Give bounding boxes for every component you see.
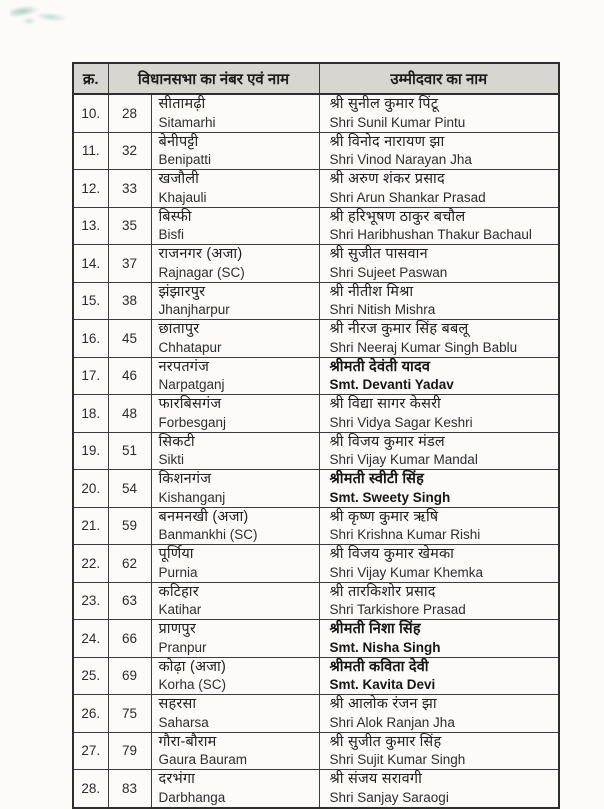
constituency-name-cell (151, 582, 319, 620)
constituency-number-cell: 45 (108, 320, 151, 358)
candidate-name-hindi: श्री विद्या सागर केसरी (329, 396, 441, 412)
constituency-number-cell: 48 (108, 395, 151, 433)
candidate-name-hindi: श्री सुजीत कुमार सिंह (329, 733, 442, 750)
table-row (73, 470, 559, 508)
candidate-name-english: Shri Alok Ranjan Jha (329, 714, 455, 730)
table-row (73, 507, 559, 545)
constituency-name-english: Benipatti (158, 152, 212, 167)
serial-cell: 26. (73, 695, 108, 733)
candidate-name-hindi: श्रीमती निशा सिंह (329, 621, 421, 637)
constituency-name-hindi: दरभंगा (158, 771, 196, 787)
constituency-name-hindi: बनमनखी (अजा) (158, 508, 249, 525)
candidate-name-hindi: श्री अरुण शंकर प्रसाद (329, 171, 445, 187)
candidate-name-cell (319, 282, 559, 320)
candidate-name-english: Shri Sunil Kumar Pintu (329, 114, 466, 130)
constituency-name-hindi: सहरसा (158, 696, 197, 712)
constituency-name-cell (151, 507, 319, 545)
candidate-name-cell (319, 582, 559, 620)
table-row (73, 207, 559, 245)
constituency-name-cell (151, 545, 319, 583)
constituency-name-english: Katihar (158, 602, 202, 617)
table-row (73, 170, 559, 208)
constituency-number-cell: 33 (108, 170, 151, 208)
header-serial: क्र. (73, 63, 108, 94)
table-row (73, 357, 559, 395)
table-row (73, 245, 559, 283)
candidate-name-hindi: श्रीमती देवंती यादव (329, 358, 431, 375)
candidate-name-cell (319, 170, 559, 208)
constituency-name-hindi: बेनीपट्टी (158, 133, 199, 150)
constituency-name-cell (151, 170, 319, 208)
constituency-name-english: Forbesganj (158, 414, 227, 430)
serial-cell: 22. (73, 545, 108, 583)
constituency-name-hindi: फारबिसगंज (158, 396, 222, 412)
candidate-name-english: Shri Sanjay Saraogi (329, 789, 449, 805)
candidate-name-hindi: श्री संजय सरावगी (329, 771, 423, 787)
constituency-name-cell (151, 132, 319, 170)
header-candidate: उम्मीदवार का नाम (319, 63, 559, 94)
serial-cell: 10. (73, 94, 108, 132)
serial-cell: 13. (73, 207, 108, 245)
constituency-name-hindi: प्राणपुर (158, 621, 196, 637)
table-row (73, 132, 559, 170)
candidate-name-cell (319, 432, 559, 470)
candidate-name-english: Shri Arun Shankar Prasad (329, 189, 486, 205)
table-row (73, 94, 559, 132)
constituency-name-cell (151, 282, 319, 320)
constituency-number-cell: 28 (108, 94, 151, 132)
table-row (73, 282, 559, 320)
table-row (73, 620, 559, 658)
candidate-name-hindi: श्री सुजीत पासवान (329, 246, 428, 262)
table-row (73, 770, 559, 808)
constituency-number-cell: 32 (108, 132, 151, 170)
constituency-number-cell: 38 (108, 282, 151, 320)
constituency-name-english: Rajnagar (SC) (158, 264, 245, 280)
serial-cell: 28. (73, 770, 108, 808)
constituency-name-hindi: गौरा-बौराम (158, 733, 217, 750)
constituency-name-cell (151, 207, 319, 245)
constituency-name-hindi: झंझारपुर (158, 283, 206, 300)
table-row (73, 732, 559, 770)
serial-cell: 27. (73, 732, 108, 770)
candidate-name-english: Shri Neeraj Kumar Singh Bablu (329, 339, 518, 355)
candidate-name-hindi: श्री विनोद नारायण झा (329, 133, 445, 150)
constituency-number-cell: 83 (108, 770, 151, 808)
serial-cell: 14. (73, 245, 108, 283)
constituency-number-cell: 35 (108, 207, 151, 245)
serial-cell: 18. (73, 395, 108, 433)
serial-cell: 20. (73, 470, 108, 508)
constituency-name-english: Chhatapur (158, 339, 222, 355)
constituency-number-cell: 54 (108, 470, 151, 508)
serial-cell: 11. (73, 132, 108, 170)
serial-cell: 15. (73, 282, 108, 320)
constituency-name-english: Saharsa (158, 714, 209, 730)
constituency-name-cell (151, 732, 319, 770)
constituency-number-cell: 46 (108, 357, 151, 395)
candidate-name-cell (319, 545, 559, 583)
constituency-name-cell (151, 357, 319, 395)
constituency-number-cell: 51 (108, 432, 151, 470)
constituency-name-hindi: नरपतगंज (158, 358, 210, 375)
candidate-name-english: Shri Sujeet Paswan (329, 264, 448, 280)
constituency-number-cell: 59 (108, 507, 151, 545)
candidate-name-hindi: श्री तारकिशोर प्रसाद (329, 583, 436, 600)
constituency-name-hindi: पूर्णिया (158, 546, 194, 562)
constituency-name-english: Kishanganj (158, 489, 226, 505)
constituency-name-cell (151, 432, 319, 470)
constituency-name-cell (151, 770, 319, 808)
constituency-name-english: Sikti (158, 452, 185, 467)
candidate-name-hindi: श्री विजय कुमार खेमका (329, 546, 455, 562)
candidate-name-english: Smt. Devanti Yadav (329, 377, 454, 392)
constituency-number-cell: 62 (108, 545, 151, 583)
candidate-name-english: Shri Vijay Kumar Khemka (329, 564, 484, 580)
constituency-name-hindi: बिस्फी (158, 208, 192, 225)
constituency-name-english: Bisfi (158, 227, 185, 242)
constituency-name-english: Pranpur (158, 639, 207, 655)
constituency-name-english: Purnia (158, 564, 198, 580)
constituency-name-hindi: सीतामढ़ी (158, 96, 206, 112)
constituency-number-cell: 75 (108, 695, 151, 733)
table-row (73, 695, 559, 733)
candidate-name-cell (319, 470, 559, 508)
candidate-name-cell (319, 245, 559, 283)
candidate-name-hindi: श्रीमती कविता देवी (329, 658, 429, 675)
table-row (73, 432, 559, 470)
candidate-name-english: Smt. Sweety Singh (329, 489, 451, 505)
constituency-name-english: Jhanjharpur (158, 302, 230, 317)
candidate-name-english: Shri Vinod Narayan Jha (329, 152, 472, 167)
constituency-name-cell (151, 695, 319, 733)
table-row (73, 545, 559, 583)
constituency-name-cell (151, 620, 319, 658)
candidate-name-english: Shri Sujit Kumar Singh (329, 752, 466, 767)
serial-cell: 21. (73, 507, 108, 545)
candidate-name-hindi: श्री नीरज कुमार सिंह बबलू (329, 321, 469, 337)
scan-smudge-mark (9, 4, 40, 18)
candidate-name-hindi: श्री हरिभूषण ठाकुर बचौल (329, 208, 466, 225)
constituency-number-cell: 63 (108, 582, 151, 620)
table-body (73, 94, 559, 808)
constituency-name-english: Banmankhi (SC) (158, 527, 258, 542)
constituency-name-english: Narpatganj (158, 377, 225, 392)
candidate-name-hindi: श्री कृष्ण कुमार ऋषि (329, 508, 439, 525)
candidate-name-english: Shri Nitish Mishra (329, 302, 436, 317)
constituency-name-english: Gaura Bauram (158, 752, 248, 767)
serial-cell: 16. (73, 320, 108, 358)
candidate-name-hindi: श्री विजय कुमार मंडल (329, 433, 445, 450)
constituency-name-cell (151, 245, 319, 283)
candidate-name-cell (319, 732, 559, 770)
candidate-name-hindi: श्री सुनील कुमार पिंटू (329, 96, 439, 112)
candidate-name-cell (319, 132, 559, 170)
header-constituency: विधानसभा का नंबर एवं नाम (108, 63, 319, 94)
scan-smudge-mark (34, 12, 69, 23)
table-row (73, 320, 559, 358)
scan-smudge-mark (22, 18, 36, 24)
candidate-name-english: Smt. Nisha Singh (329, 639, 441, 655)
candidate-table (72, 62, 560, 809)
candidate-name-cell (319, 207, 559, 245)
candidate-name-cell (319, 657, 559, 695)
constituency-name-english: Darbhanga (158, 789, 226, 805)
constituency-name-hindi: छातापुर (158, 321, 200, 337)
constituency-name-hindi: खजौली (158, 171, 200, 187)
serial-cell: 19. (73, 432, 108, 470)
serial-cell: 12. (73, 170, 108, 208)
candidate-name-cell (319, 620, 559, 658)
constituency-name-cell (151, 320, 319, 358)
constituency-name-english: Korha (SC) (158, 677, 227, 692)
candidate-name-cell (319, 695, 559, 733)
candidate-name-english: Smt. Kavita Devi (329, 677, 436, 692)
constituency-name-cell (151, 94, 319, 132)
candidate-name-english: Shri Tarkishore Prasad (329, 602, 466, 617)
constituency-name-english: Sitamarhi (158, 114, 216, 130)
candidate-name-cell (319, 357, 559, 395)
candidate-name-hindi: श्रीमती स्वीटी सिंह (329, 471, 425, 487)
candidate-name-cell (319, 507, 559, 545)
constituency-name-hindi: राजनगर (अजा) (158, 246, 243, 262)
constituency-name-hindi: किशनगंज (158, 471, 212, 487)
constituency-name-cell (151, 395, 319, 433)
table-row (73, 657, 559, 695)
table-header-row (73, 63, 559, 94)
constituency-number-cell: 69 (108, 657, 151, 695)
candidate-name-cell (319, 94, 559, 132)
constituency-number-cell: 37 (108, 245, 151, 283)
table-row (73, 582, 559, 620)
candidate-name-cell (319, 395, 559, 433)
constituency-name-hindi: सिकटी (158, 433, 195, 450)
candidate-name-english: Shri Vijay Kumar Mandal (329, 452, 478, 467)
candidate-name-hindi: श्री नीतीश मिश्रा (329, 283, 414, 300)
constituency-name-cell (151, 470, 319, 508)
constituency-name-hindi: कोढ़ा (अजा) (158, 658, 226, 675)
constituency-number-cell: 66 (108, 620, 151, 658)
candidate-name-english: Shri Vidya Sagar Keshri (329, 414, 473, 430)
table-row (73, 395, 559, 433)
candidate-name-english: Shri Krishna Kumar Rishi (329, 527, 481, 542)
constituency-number-cell: 79 (108, 732, 151, 770)
candidate-name-cell (319, 320, 559, 358)
constituency-name-hindi: कटिहार (158, 583, 199, 600)
serial-cell: 25. (73, 657, 108, 695)
candidate-name-english: Shri Haribhushan Thakur Bachaul (329, 227, 532, 242)
constituency-name-cell (151, 657, 319, 695)
serial-cell: 17. (73, 357, 108, 395)
candidate-name-hindi: श्री आलोक रंजन झा (329, 696, 437, 712)
serial-cell: 23. (73, 582, 108, 620)
constituency-name-english: Khajauli (158, 189, 207, 205)
candidate-name-cell (319, 770, 559, 808)
serial-cell: 24. (73, 620, 108, 658)
